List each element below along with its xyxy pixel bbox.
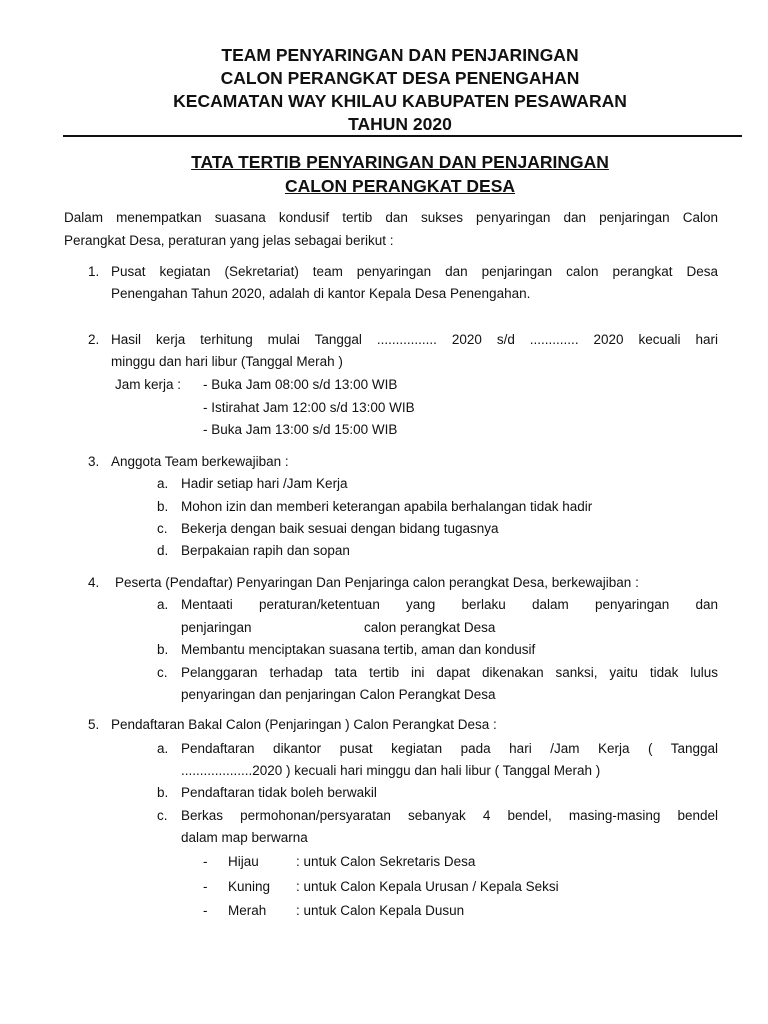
color-desc-merah: : untuk Calon Kepala Dusun <box>296 903 465 918</box>
item-1-line-1: Pusat kegiatan (Sekretariat) team penyaringan dan penjaringan calon perangkat Desa <box>111 264 718 279</box>
item-4c-line-1: Pelanggaran terhadap tata tertib ini dapat dikenakan sanksi, yaitu tidak lulus <box>181 665 718 680</box>
item-4a-line-1: Mentaati peraturan/ketentuan yang berlaku dalam penyaringan dan <box>181 597 718 612</box>
item-4-number: 4. <box>88 575 100 590</box>
item-5c-line-1: Berkas permohonan/persyaratan sebanyak 4 bendel, masing-masing bendel <box>181 808 718 823</box>
item-3a-letter: a. <box>157 476 169 491</box>
item-5c-line-2: dalam map berwarna <box>181 830 308 845</box>
intro-line-2: Perangkat Desa, peraturan yang jelas sebagai berikut : <box>64 233 394 248</box>
color-dash-2: - <box>203 879 208 894</box>
color-dash-3: - <box>203 903 208 918</box>
color-name-hijau: Hijau <box>228 854 259 869</box>
item-3d-letter: d. <box>157 543 169 558</box>
item-5a-letter: a. <box>157 741 169 756</box>
color-name-kuning: Kuning <box>228 879 271 894</box>
item-5-number: 5. <box>88 717 100 732</box>
doc-title-line-1: TATA TERTIB PENYARINGAN DAN PENJARINGAN <box>191 152 609 172</box>
item-3b-text: Mohon izin dan memberi keterangan apabila berhalangan tidak hadir <box>181 499 593 514</box>
item-3a-text: Hadir setiap hari /Jam Kerja <box>181 476 348 491</box>
color-name-merah: Merah <box>228 903 267 918</box>
doc-title-line-2: CALON PERANGKAT DESA <box>284 176 516 196</box>
item-5-line-1: Pendaftaran Bakal Calon (Penjaringan ) Calon Perangkat Desa : <box>111 717 497 732</box>
item-4a-line-2-start: penjaringan <box>181 620 252 635</box>
header-divider <box>63 135 742 137</box>
item-4b-letter: b. <box>157 642 169 657</box>
item-5b-letter: b. <box>157 785 169 800</box>
item-4a-line-2-end: calon perangkat Desa <box>364 620 496 635</box>
color-dash-1: - <box>203 854 208 869</box>
item-5a-line-1: Pendaftaran dikantor pusat kegiatan pada hari /Jam Kerja ( Tanggal <box>181 741 718 756</box>
item-5a-line-2: ...................2020 ) kecuali hari minggu dan hali libur ( Tanggal Merah ) <box>181 763 601 778</box>
item-5b-text: Pendaftaran tidak boleh berwakil <box>181 785 377 800</box>
color-desc-hijau: : untuk Calon Sekretaris Desa <box>296 854 476 869</box>
item-3-number: 3. <box>88 454 100 469</box>
work-hours-2: - Istirahat Jam 12:00 s/d 13:00 WIB <box>203 400 415 415</box>
color-desc-kuning: : untuk Calon Kepala Urusan / Kepala Seksi <box>296 879 559 894</box>
item-1-number: 1. <box>88 264 100 279</box>
item-1-line-2: Penengahan Tahun 2020, adalah di kantor Kepala Desa Penengahan. <box>111 286 531 301</box>
header-line-4: TAHUN 2020 <box>348 114 452 134</box>
work-hours-1: - Buka Jam 08:00 s/d 13:00 WIB <box>203 377 398 392</box>
item-2-line-2: minggu dan hari libur (Tanggal Merah ) <box>111 354 343 369</box>
header-line-2: CALON PERANGKAT DESA PENENGAHAN <box>220 68 580 88</box>
item-4-line-1: Peserta (Pendaftar) Penyaringan Dan Penjaringa calon perangkat Desa, berkewajiban : <box>115 575 639 590</box>
item-4c-letter: c. <box>157 665 168 680</box>
intro-line-1: Dalam menempatkan suasana kondusif tertib dan sukses penyaringan dan penjaringan Calon <box>64 210 718 225</box>
item-4c-line-2: penyaringan dan penjaringan Calon Perangkat Desa <box>181 687 496 702</box>
item-3c-text: Bekerja dengan baik sesuai dengan bidang tugasnya <box>181 521 499 536</box>
header-line-1: TEAM PENYARINGAN DAN PENJARINGAN <box>221 45 579 65</box>
work-hours-3: - Buka Jam 13:00 s/d 15:00 WIB <box>203 422 398 437</box>
work-hours-label: Jam kerja : <box>115 377 182 392</box>
item-4b-text: Membantu menciptakan suasana tertib, aman dan kondusif <box>181 642 536 657</box>
item-2-number: 2. <box>88 332 100 347</box>
item-3-line-1: Anggota Team berkewajiban : <box>111 454 289 469</box>
item-4a-letter: a. <box>157 597 169 612</box>
item-3b-letter: b. <box>157 499 169 514</box>
item-2-line-1: Hasil kerja terhitung mulai Tanggal ................ 2020 s/d ............. 2020 kecuali hari <box>111 332 718 347</box>
item-5c-letter: c. <box>157 808 168 823</box>
header-line-3: KECAMATAN WAY KHILAU KABUPATEN PESAWARAN <box>173 91 627 111</box>
item-3d-text: Berpakaian rapih dan sopan <box>181 543 350 558</box>
item-3c-letter: c. <box>157 521 168 536</box>
